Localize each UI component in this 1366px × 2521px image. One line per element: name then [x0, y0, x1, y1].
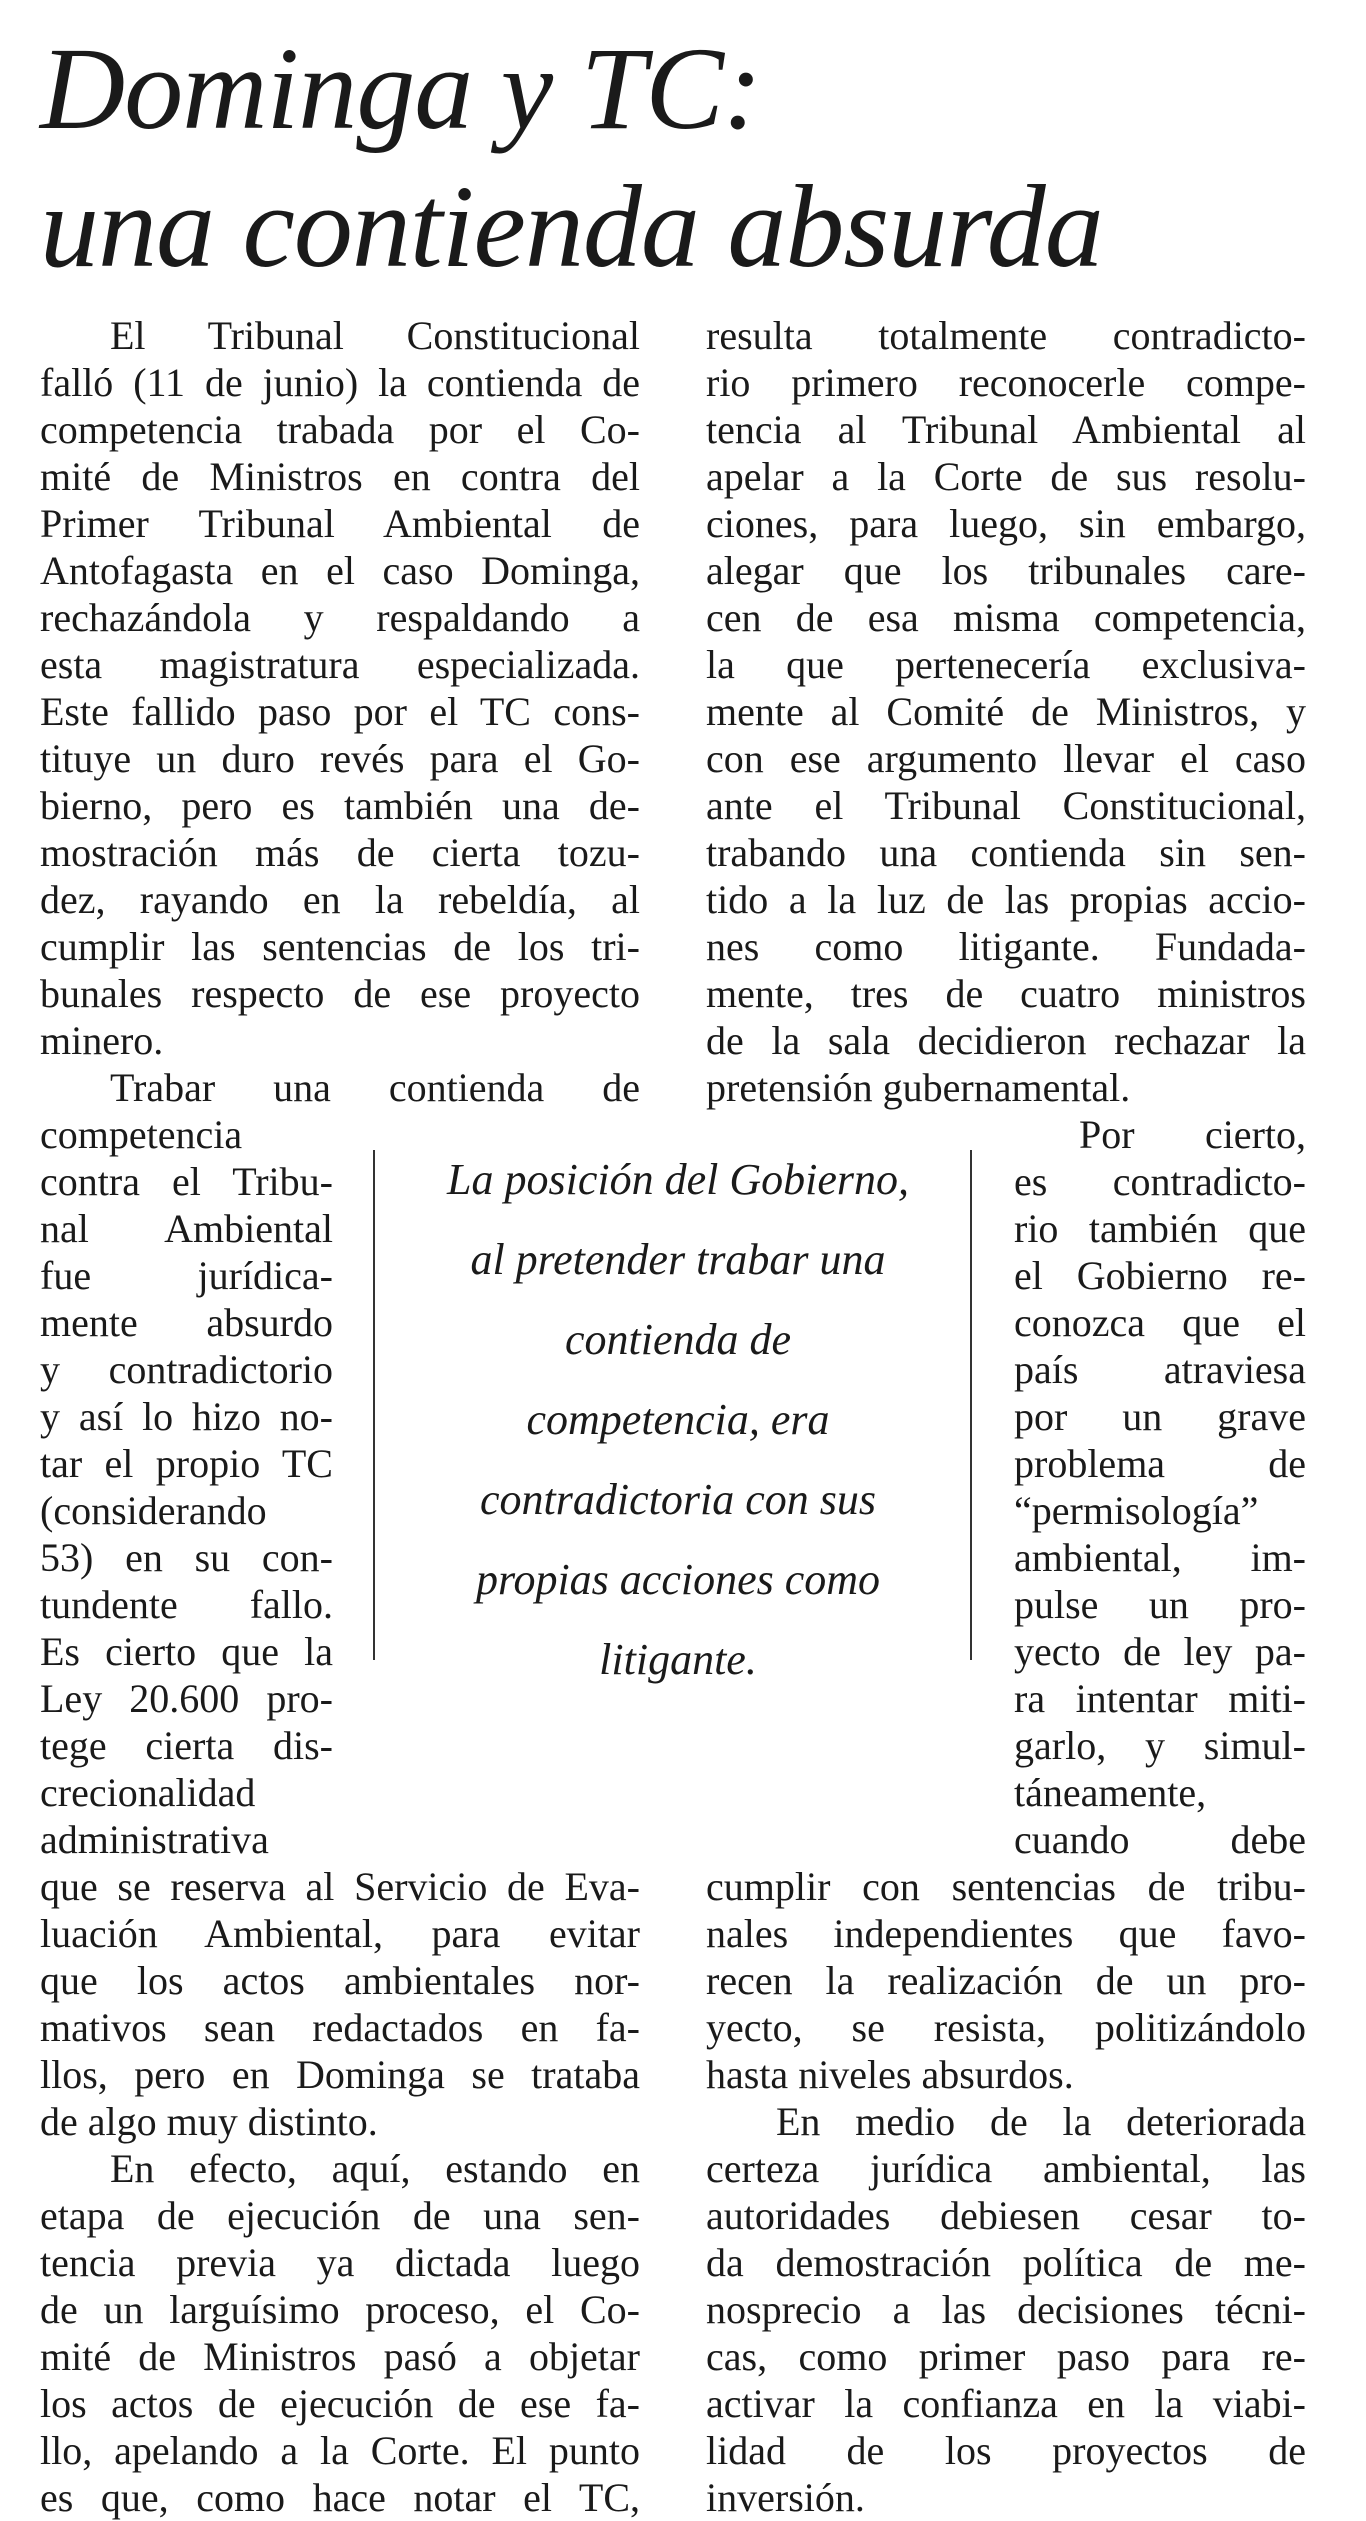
- text-line: llo, apelando a la Corte. El punto: [40, 2428, 640, 2473]
- text-line: ra intentar miti-: [1014, 1676, 1306, 1721]
- text-line: da demostración política de me-: [706, 2240, 1306, 2285]
- paragraph: [40, 2145, 640, 2521]
- pull-quote-line: propias acciones como: [475, 1555, 881, 1604]
- text-line: que se reserva al Servicio de Eva-: [40, 1864, 640, 1909]
- text-line: etapa de ejecución de una sen-: [40, 2193, 640, 2238]
- pull-quote-line: al pretender trabar una: [470, 1235, 886, 1284]
- paragraph: [40, 312, 640, 1064]
- text-line: pretensión gubernamental.: [706, 1065, 1131, 1110]
- text-line: es que, como hace notar el TC,: [40, 2475, 640, 2520]
- text-line: tencia previa ya dictada luego: [40, 2240, 640, 2285]
- pull-quote-line: competencia, era: [526, 1395, 830, 1444]
- article-title: [40, 20, 1340, 296]
- text-line: nosprecio a las decisiones técni-: [706, 2287, 1306, 2332]
- text-line: Trabar una contienda de: [110, 1065, 640, 1110]
- text-line: inversión.: [706, 2475, 865, 2520]
- text-line: mostración más de cierta tozu-: [40, 830, 640, 875]
- text-line: de un larguísimo proceso, el Co-: [40, 2287, 640, 2332]
- text-line: competencia: [40, 1112, 243, 1157]
- pull-quote-rule-left: [373, 1150, 375, 1660]
- text-line: nes como litigante. Fundada-: [706, 924, 1306, 969]
- text-line: que los actos ambientales nor-: [40, 1958, 640, 2003]
- text-line: mente, tres de cuatro ministros: [706, 971, 1306, 1016]
- text-line: tencia al Tribunal Ambiental al: [706, 407, 1306, 452]
- text-line: tundente fallo.: [40, 1582, 333, 1627]
- text-line: autoridades debiesen cesar to-: [706, 2193, 1306, 2238]
- text-line: alegar que los tribunales care-: [706, 548, 1306, 593]
- text-line: ciones, para luego, sin embargo,: [706, 501, 1306, 546]
- text-line: con ese argumento llevar el caso: [706, 736, 1306, 781]
- text-line: llos, pero en Dominga se trataba: [40, 2052, 640, 2097]
- text-line: luación Ambiental, para evitar: [40, 1911, 640, 1956]
- text-line: En medio de la deteriorada: [776, 2099, 1306, 2144]
- text-line: Ley 20.600 pro-: [40, 1676, 333, 1721]
- text-line: crecionalidad: [40, 1770, 256, 1815]
- text-line: certeza jurídica ambiental, las: [706, 2146, 1306, 2191]
- text-line: mativos sean redactados en fa-: [40, 2005, 640, 2050]
- text-line: táneamente,: [1014, 1770, 1207, 1815]
- text-line: minero.: [40, 1018, 164, 1063]
- text-line: rio también que: [1014, 1206, 1306, 1251]
- text-line: mente al Comité de Ministros, y: [706, 689, 1306, 734]
- text-line: rechazándola y respaldando a: [40, 595, 640, 640]
- text-line: activar la confianza en la viabi-: [706, 2381, 1306, 2426]
- text-line: El Tribunal Constitucional: [110, 313, 640, 358]
- text-line: cumplir con sentencias de tribu-: [706, 1864, 1306, 1909]
- text-line: Antofagasta en el caso Dominga,: [40, 548, 640, 593]
- text-line: país atraviesa: [1014, 1347, 1306, 1392]
- title-line: Dominga y TC:: [40, 23, 762, 154]
- text-line: Primer Tribunal Ambiental de: [40, 501, 640, 546]
- text-line: nales independientes que favo-: [706, 1911, 1306, 1956]
- text-line: tituye un duro revés para el Go-: [40, 736, 640, 781]
- text-line: 53) en su con-: [40, 1535, 333, 1580]
- text-line: la que pertenecería exclusiva-: [706, 642, 1306, 687]
- text-line: En efecto, aquí, estando en: [110, 2146, 640, 2191]
- text-line: conozca que el: [1014, 1300, 1306, 1345]
- text-line: de la sala decidieron rechazar la: [706, 1018, 1306, 1063]
- pull-quote-line: litigante.: [599, 1635, 757, 1684]
- text-line: mité de Ministros en contra del: [40, 454, 640, 499]
- text-line: garlo, y simul-: [1014, 1723, 1306, 1768]
- text-line: tido a la luz de las propias accio-: [706, 877, 1306, 922]
- text-line: yecto, se resista, politizándolo: [706, 2005, 1306, 2050]
- text-line: nal Ambiental: [40, 1206, 333, 1251]
- text-line: Es cierto que la: [40, 1629, 333, 1674]
- pull-quote-line: contienda de: [564, 1315, 792, 1364]
- text-line: cen de esa misma competencia,: [706, 595, 1306, 640]
- text-line: bierno, pero es también una de-: [40, 783, 640, 828]
- text-line: cas, como primer paso para re-: [706, 2334, 1306, 2379]
- text-line: el Gobierno re-: [1014, 1253, 1306, 1298]
- text-line: tege cierta dis-: [40, 1723, 333, 1768]
- pull-quote-line: La posición del Gobierno,: [447, 1155, 909, 1204]
- text-line: mente absurdo: [40, 1300, 333, 1345]
- text-line: dez, rayando en la rebeldía, al: [40, 877, 640, 922]
- text-line: problema de: [1014, 1441, 1306, 1486]
- text-line: rio primero reconocerle compe-: [706, 360, 1306, 405]
- text-line: y contradictorio: [40, 1347, 333, 1392]
- text-line: los actos de ejecución de ese fa-: [40, 2381, 640, 2426]
- text-line: pulse un pro-: [1014, 1582, 1306, 1627]
- text-line: Este fallido paso por el TC cons-: [40, 689, 640, 734]
- text-line: “permisología”: [1014, 1488, 1259, 1533]
- text-line: apelar a la Corte de sus resolu-: [706, 454, 1306, 499]
- text-line: bunales respecto de ese proyecto: [40, 971, 640, 1016]
- text-line: recen la realización de un pro-: [706, 1958, 1306, 2003]
- text-line: tar el propio TC: [40, 1441, 333, 1486]
- text-line: de algo muy distinto.: [40, 2099, 378, 2144]
- pull-quote-line: contradictoria con sus: [480, 1475, 876, 1524]
- text-line: ambiental, im-: [1014, 1535, 1306, 1580]
- text-line: por un grave: [1014, 1394, 1306, 1439]
- text-line: y así lo hizo no-: [40, 1394, 333, 1439]
- text-line: fue jurídica-: [40, 1253, 333, 1298]
- text-line: contra el Tribu-: [40, 1159, 333, 1204]
- text-line: administrativa: [40, 1817, 269, 1862]
- text-line: (considerando: [40, 1488, 267, 1533]
- text-line: lidad de los proyectos de: [706, 2428, 1306, 2473]
- text-line: competencia trabada por el Co-: [40, 407, 640, 452]
- text-line: Por cierto,: [1079, 1112, 1306, 1157]
- text-line: cumplir las sentencias de los tri-: [40, 924, 640, 969]
- paragraph: [706, 312, 1306, 1111]
- title-line: una contienda absurda: [40, 161, 1103, 292]
- text-line: cuando debe: [1014, 1817, 1306, 1862]
- pull-quote: [378, 1140, 978, 1698]
- text-line: yecto de ley pa-: [1014, 1629, 1306, 1674]
- text-line: falló (11 de junio) la contienda de: [40, 360, 640, 405]
- text-line: trabando una contienda sin sen-: [706, 830, 1306, 875]
- text-line: esta magistratura especializada.: [40, 642, 640, 687]
- text-line: resulta totalmente contradicto-: [706, 313, 1306, 358]
- text-line: ante el Tribunal Constitucional,: [706, 783, 1306, 828]
- text-line: es contradicto-: [1014, 1159, 1306, 1204]
- text-line: hasta niveles absurdos.: [706, 2052, 1074, 2097]
- text-line: mité de Ministros pasó a objetar: [40, 2334, 640, 2379]
- paragraph: [706, 2098, 1306, 2521]
